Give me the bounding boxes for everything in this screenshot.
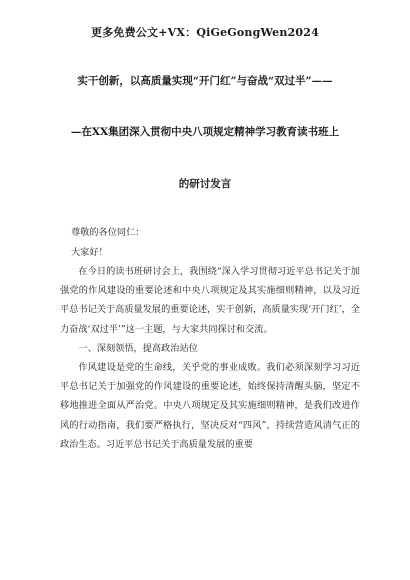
title-line-2: —在XX集团深入贯彻中央八项规定精神学习教育读书班上: [70, 126, 340, 138]
body-text: [60, 262, 360, 454]
paragraph-intro: 在今日的读书班研讨会上，我围绕“深入学习贯彻习近平总书记关于加强党的作风建设的重要论述和中央八项规定及其实施细则精神，以及习近平总书记关于高质量发展的重要论述，实干创新，高质量实现‘开门红’，全力奋战‘双过半’”这一主题，与大家共同探讨和交流。: [60, 266, 360, 335]
title-line-3: 的研讨发言: [178, 178, 232, 190]
title-line-1: 实干创新，以高质量实现“开门红”与奋战“双过半”——: [77, 75, 333, 87]
paragraph-section-1: 作风建设是党的生命线，关乎党的事业成败。我们必须深刻学习习近平总书记关于加强党的作风建设的重要论述，始终保持清醒头脑，坚定不移地推进全面从严治党。中央八项规定及其实施细则精神，是我们改进作风的行动指南，我们要严格执行，坚决反对“四风”，持续营造风清气正的政治生态。习近平总书记关于高质量发展的重要: [60, 362, 360, 450]
section-heading: 一、深刻领悟，提高政治站位: [78, 342, 198, 354]
salutation: 尊敬的各位同仁：: [71, 227, 145, 238]
greeting: 大家好！: [71, 247, 108, 258]
header-note: 更多免费公文+VX：QiGeGongWen2024: [91, 26, 319, 39]
